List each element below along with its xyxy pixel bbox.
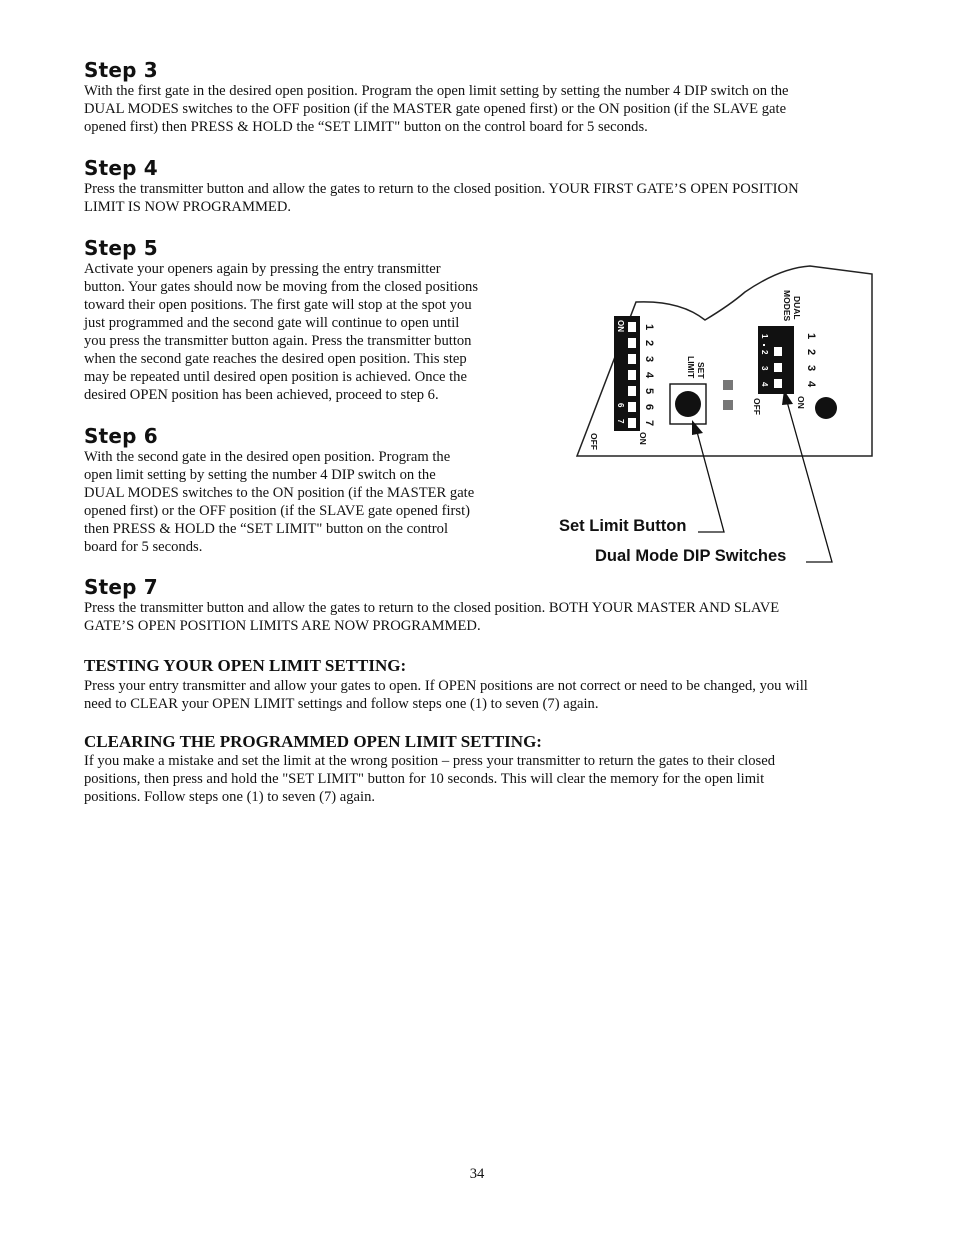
text-line: Press the transmitter button and allow the gates to return to the closed position. BOTH YOUR MASTER AND SLAVE: [84, 600, 780, 616]
step-7-heading: Step 7: [84, 575, 158, 599]
board-component: [815, 397, 837, 419]
set-limit-label: SET: [696, 362, 706, 379]
left-dip-off-label: OFF: [589, 433, 599, 450]
left-dip-block: [614, 316, 640, 431]
text-line: DUAL MODES switches to the ON position (if the MASTER gate: [84, 485, 475, 501]
dip-number: 2: [643, 340, 655, 347]
text-line: If you make a mistake and set the limit at the wrong position – press your transmitter to return the gates to their closed: [84, 753, 776, 769]
clearing-text: [84, 752, 775, 806]
dip-number: 6: [643, 404, 655, 411]
clearing-heading: CLEARING THE PROGRAMMED OPEN LIMIT SETTING:: [84, 732, 542, 751]
text-line: open limit setting by setting the number 4 DIP switch on the: [84, 467, 436, 483]
led-indicator: [723, 400, 733, 410]
dip-number: 4: [643, 372, 655, 379]
dip-toggle: [774, 363, 782, 372]
text-line: need to CLEAR your OPEN LIMIT settings and follow steps one (1) to seven (7) again.: [84, 696, 599, 712]
step-4-text: [84, 180, 799, 216]
text-line: Activate your openers again by pressing the entry transmitter: [84, 261, 441, 277]
text-line: LIMIT IS NOW PROGRAMMED.: [84, 199, 292, 215]
step-5-heading: Step 5: [84, 236, 158, 260]
dip-toggle: [628, 418, 636, 428]
text-line: you press the transmitter button again. Press the transmitter button: [84, 333, 472, 349]
set-limit-callout: Set Limit Button: [559, 517, 687, 535]
dip-toggle: [628, 338, 636, 348]
step-3-text: [84, 82, 789, 136]
dip-number: 3: [760, 366, 769, 371]
left-dip-on-side-label: ON: [638, 432, 648, 445]
text-line: Press your entry transmitter and allow your gates to open. If OPEN positions are not correct or need to be changed, you will: [84, 678, 808, 694]
text-line: may be repeated until desired open position is achieved. Once the: [84, 369, 467, 385]
dip-number: 3: [643, 356, 655, 363]
text-line: then PRESS & HOLD the “SET LIMIT" button on the control: [84, 521, 449, 537]
dip-toggle: [628, 354, 636, 364]
text-line: opened first) then PRESS & HOLD the “SET LIMIT" button on the control board for 5 seconds.: [84, 119, 648, 135]
dip-toggle: [774, 347, 782, 356]
testing-text: [84, 677, 808, 713]
step-6-text: [84, 448, 474, 556]
dip-number: 2: [805, 349, 817, 356]
page-number: 34: [469, 1166, 485, 1182]
text-line: GATE’S OPEN POSITION LIMITS ARE NOW PROGRAMMED.: [84, 618, 481, 634]
dip-toggle: [774, 379, 782, 388]
dip-number: 1: [643, 324, 655, 331]
dip-number: 4: [805, 381, 817, 388]
text-line: desired OPEN position has been achieved, proceed to step 6.: [84, 387, 439, 403]
dip-number: 5: [643, 388, 655, 395]
step-5-text: [84, 260, 478, 404]
dip-toggle: [628, 386, 636, 396]
led-indicator: [723, 380, 733, 390]
dual-modes-label: MODES: [782, 290, 792, 322]
step-7-text: [84, 599, 779, 635]
text-line: just programmed and the second gate will continue to open until: [84, 315, 460, 331]
set-limit-button: [675, 391, 701, 417]
left-dip-small-number: 6: [616, 403, 625, 408]
text-line: DUAL MODES switches to the OFF position (if the MASTER gate opened first) or the ON position (if the SLAVE gate: [84, 101, 787, 117]
dip-toggle: [763, 344, 765, 346]
text-line: button. Your gates should now be moving from the closed positions: [84, 279, 479, 295]
step-6-heading: Step 6: [84, 424, 158, 448]
dual-dip-on-side-label: ON: [796, 396, 806, 409]
text-line: With the first gate in the desired open position. Program the open limit setting by setting the number 4 DIP switch on the: [84, 83, 789, 99]
dip-number: 1: [760, 334, 769, 339]
step-3-heading: Step 3: [84, 58, 158, 82]
left-dip-small-number: 7: [616, 419, 625, 424]
text-line: opened first) or the OFF position (if the SLAVE gate opened first): [84, 503, 470, 519]
dual-mode-callout: Dual Mode DIP Switches: [595, 547, 787, 565]
dip-toggle: [628, 402, 636, 412]
dual-modes-label: DUAL: [792, 296, 802, 320]
dip-number: 7: [643, 420, 655, 427]
text-line: With the second gate in the desired open position. Program the: [84, 449, 451, 465]
left-dip-on-label: ON: [616, 320, 625, 332]
dip-number: 3: [805, 365, 817, 372]
dual-dip-off-label: OFF: [752, 398, 762, 415]
testing-heading: TESTING YOUR OPEN LIMIT SETTING:: [84, 656, 407, 675]
text-line: when the second gate reaches the desired open position. This step: [84, 351, 467, 367]
dip-number: 4: [760, 382, 769, 387]
text-line: toward their open positions. The first gate will stop at the spot you: [84, 297, 472, 313]
dip-number: 1: [805, 333, 817, 340]
text-line: positions, then press and hold the "SET LIMIT" button for 10 seconds. This will clear the memory for the open limit: [84, 771, 765, 787]
dip-toggle: [628, 322, 636, 332]
text-line: Press the transmitter button and allow the gates to return to the closed position. YOUR FIRST GATE’S OPEN POSITION: [84, 181, 799, 197]
step-4-heading: Step 4: [84, 156, 158, 180]
text-line: positions. Follow steps one (1) to seven (7) again.: [84, 789, 376, 805]
dip-number: 2: [760, 350, 769, 355]
set-limit-label: LIMIT: [686, 356, 696, 379]
dip-toggle: [628, 370, 636, 380]
text-line: board for 5 seconds.: [84, 539, 203, 555]
dual-dip-on-label: ON: [792, 328, 801, 340]
